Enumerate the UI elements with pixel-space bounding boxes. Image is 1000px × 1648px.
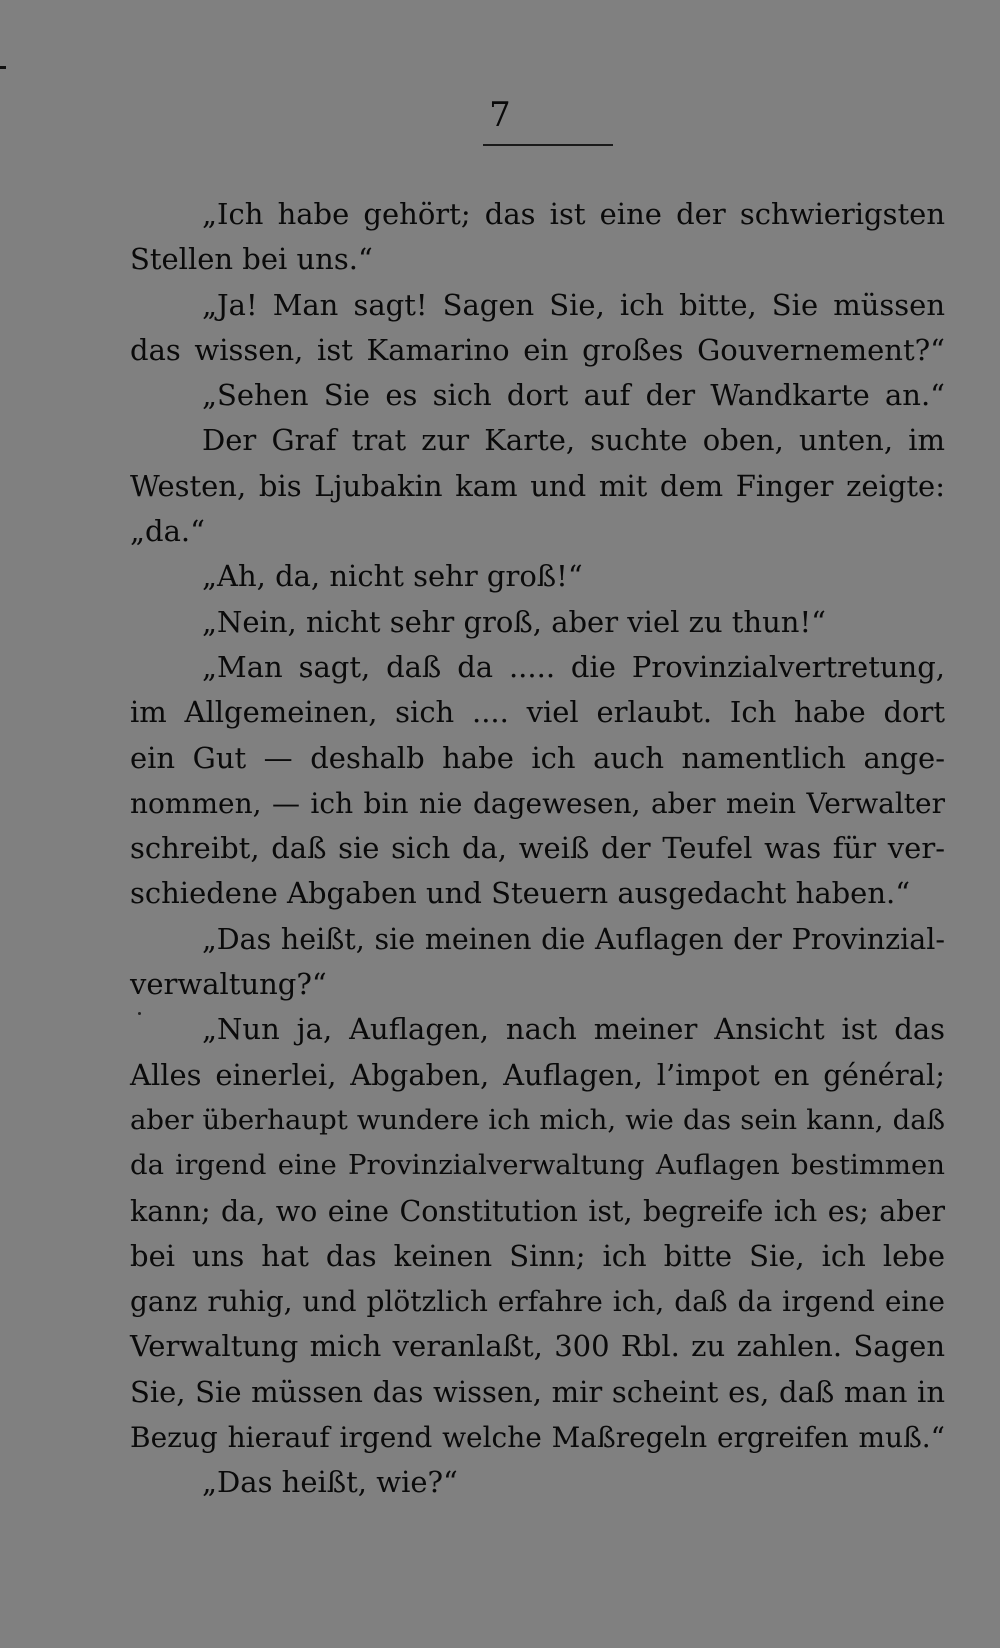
header-rule [483,144,613,146]
scan-edge-mark [0,66,6,69]
text-line: „Nein, nicht sehr groß, aber viel zu thun!“ [202,604,826,639]
text-line: Alles einerlei, Abgaben, Auflagen, l’impot en général; [130,1057,945,1092]
text-line: Westen, bis Ljubakin kam und mit dem Finger zeigte: [130,468,945,503]
page-number: 7 [489,95,511,135]
body-text [130,192,945,1506]
text-line: „Das heißt, wie?“ [202,1465,458,1500]
text-line: Der Graf trat zur Karte, suchte oben, unten, im [202,423,945,458]
text-line: da irgend eine Provinzialverwaltung Auflagen bestimmen [130,1149,945,1182]
text-line: Verwaltung mich veranlaßt, 300 Rbl. zu zahlen. Sagen [130,1329,945,1364]
text-line: „da.“ [130,514,205,549]
text-line: nommen, — ich bin nie dagewesen, aber mein Verwalter [130,786,945,820]
text-line: aber überhaupt wundere ich mich, wie das sein kann, daß [130,1103,945,1136]
text-line: Sie, Sie müssen das wissen, mir scheint es, daß man in [130,1374,945,1409]
text-line: Bezug hierauf irgend welche Maßregeln ergreifen muß.“ [130,1421,945,1455]
text-line: „Ja! Man sagt! Sagen Sie, ich bitte, Sie müssen [202,287,945,322]
text-line: bei uns hat das keinen Sinn; ich bitte Sie, ich lebe [130,1238,945,1273]
text-line: kann; da, wo eine Constitution ist, begreife ich es; aber [130,1194,945,1228]
text-line: „Das heißt, sie meinen die Auflagen der Provinzial- [202,922,945,956]
text-line: „Ich habe gehört; das ist eine der schwierigsten [202,197,945,231]
text-line: „Ah, da, nicht sehr groß!“ [202,559,583,594]
text-line: verwaltung?“ [130,967,327,1002]
text-line: ein Gut — deshalb habe ich auch namentlich ange- [130,740,945,775]
text-line: Stellen bei uns.“ [130,242,373,277]
text-line: „Sehen Sie es sich dort auf der Wandkarte an.“ [202,378,945,413]
text-line: im Allgemeinen, sich .... viel erlaubt. Ich habe dort [130,695,945,730]
text-line: ganz ruhig, und plötzlich erfahre ich, daß da irgend eine [130,1285,945,1319]
text-line: „Nun ja, Auflagen, nach meiner Ansicht ist das [202,1012,945,1047]
text-line: schreibt, daß sie sich da, weiß der Teufel was für ver- [130,831,945,866]
text-line: „Man sagt, daß da ..... die Provinzialvertretung, [202,649,945,684]
text-line: das wissen, ist Kamarino ein großes Gouvernement?“ [130,332,945,367]
text-line: schiedene Abgaben und Steuern ausgedacht haben.“ [130,876,911,911]
